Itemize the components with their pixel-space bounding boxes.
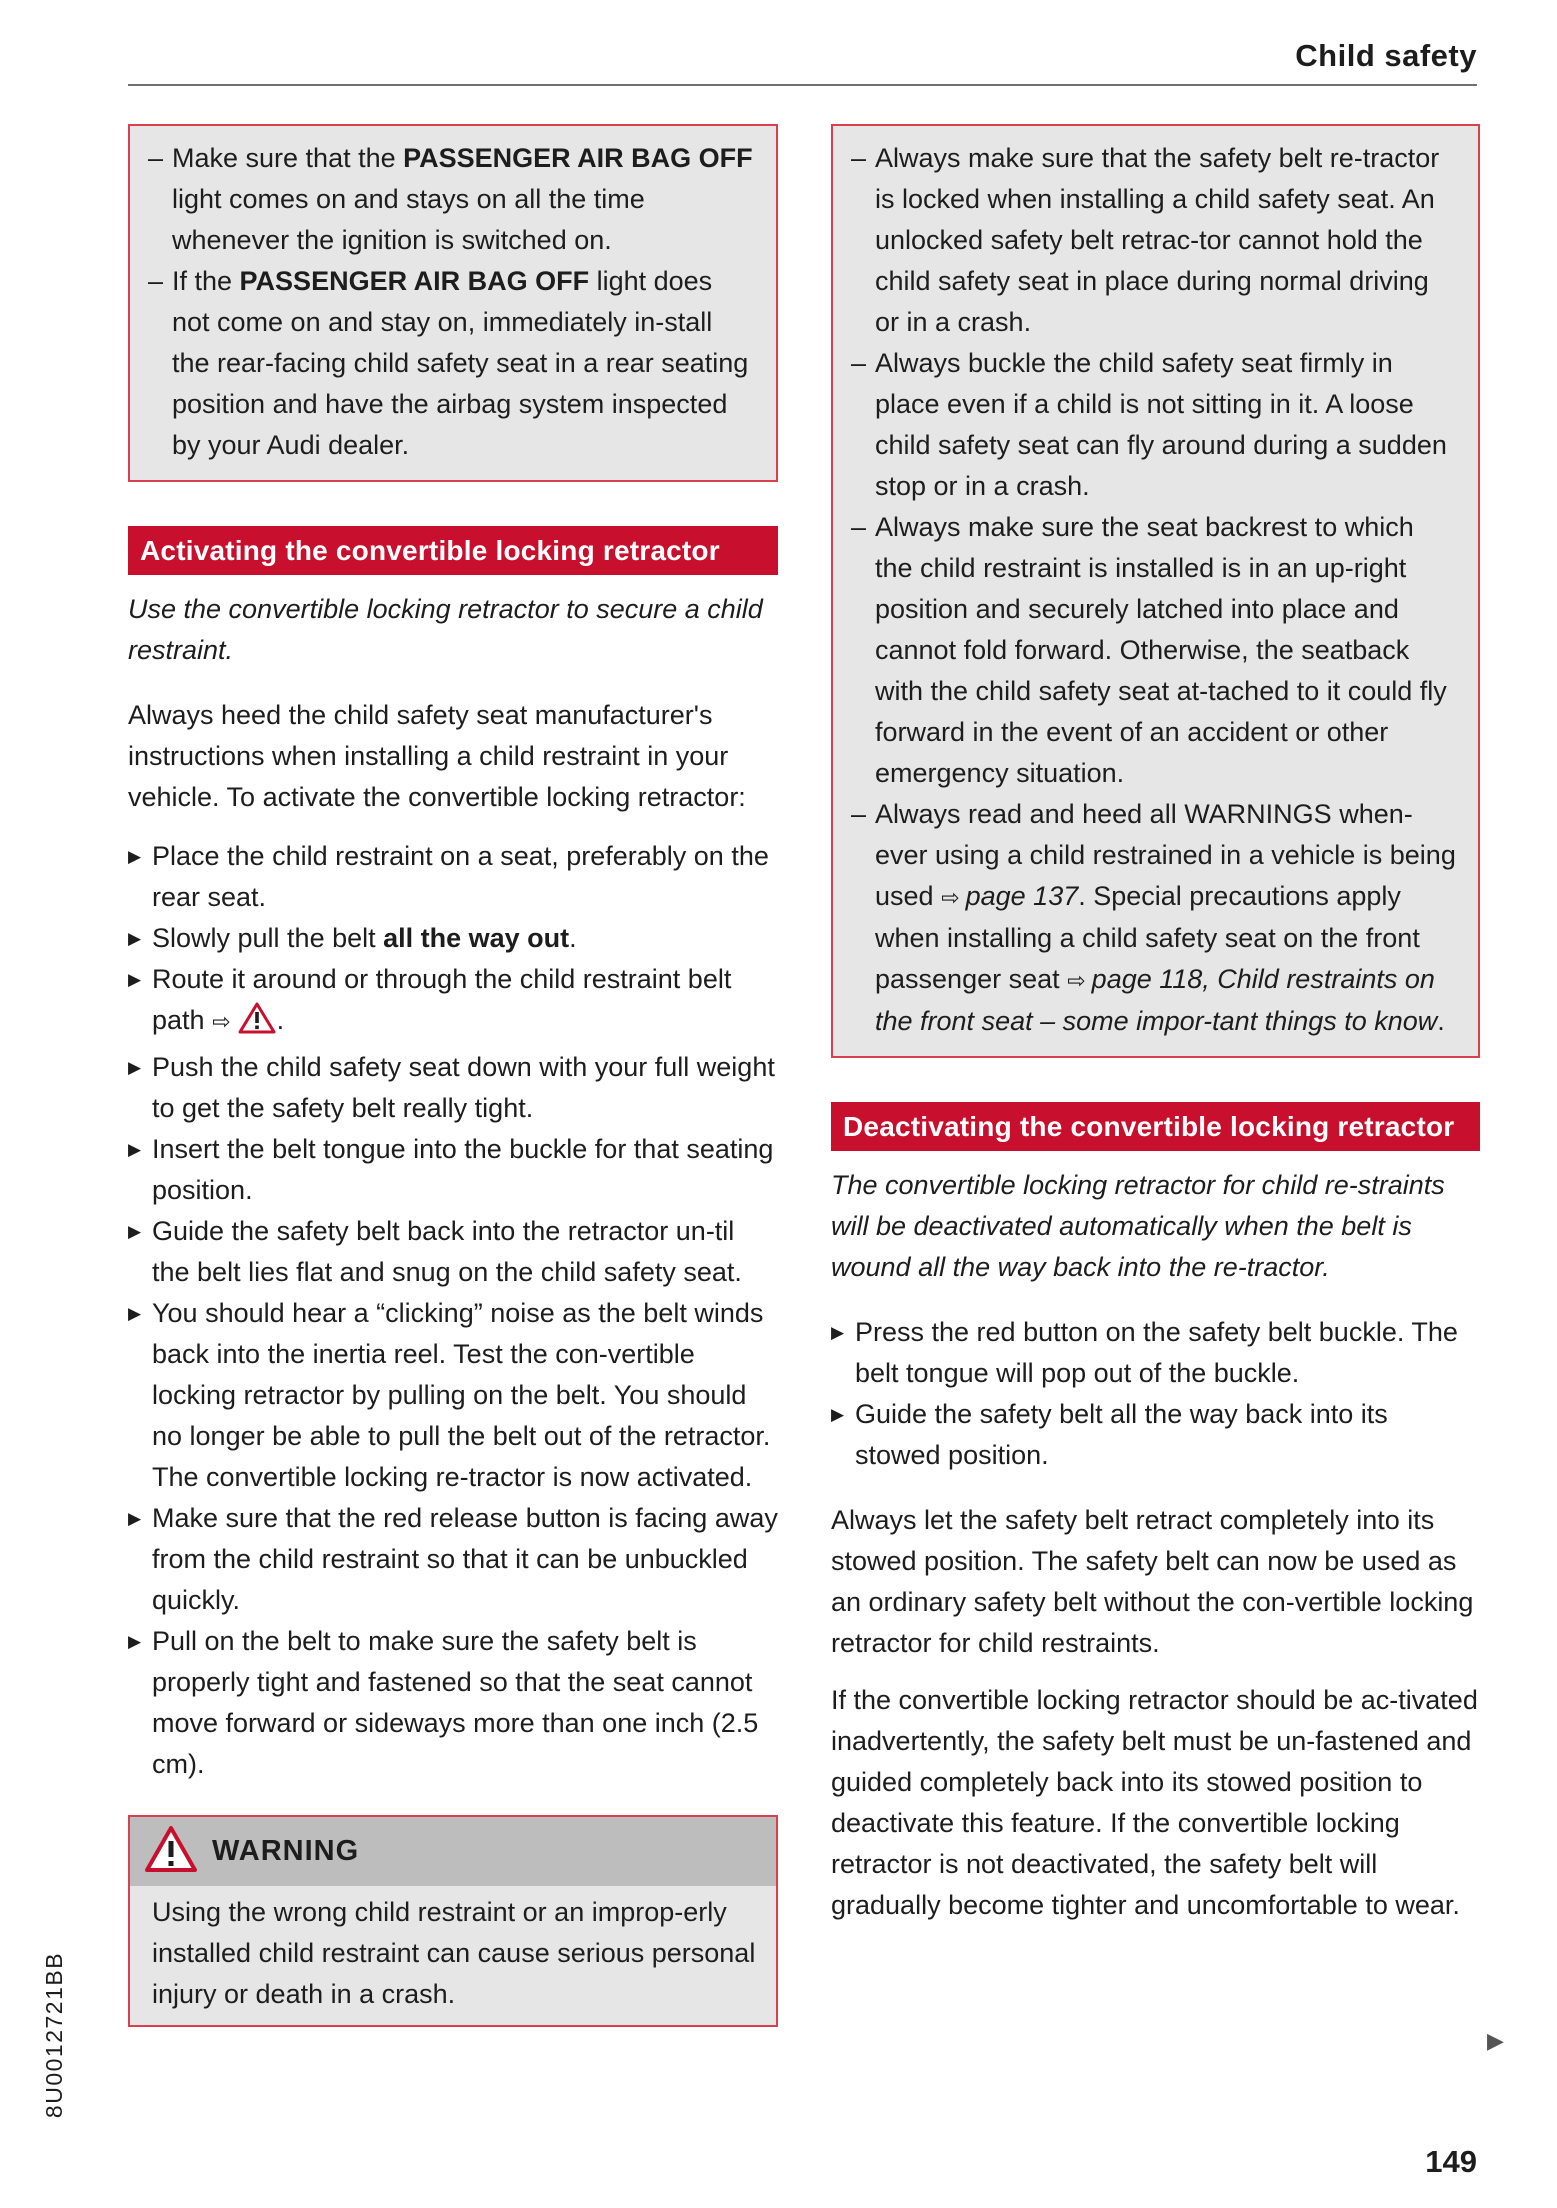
warning-body: Using the wrong child restraint or an improp-erly installed child restraint can cause serious personal injury or death in a crash. xyxy=(152,1897,756,2009)
continue-arrow-icon: ▶ xyxy=(1487,2028,1504,2053)
page-header-title: Child safety xyxy=(1295,38,1477,73)
list-item: ▶ Place the child restraint on a seat, preferably on the rear seat. xyxy=(128,836,778,918)
dash-marker: – xyxy=(851,799,867,829)
list-item: – If the PASSENGER AIR BAG OFF light does not come on and stay on, immediately in-stall the rear-facing child safety seat in a rear seating position and have the airbag system inspected by your Audi dealer. xyxy=(148,261,754,466)
step-arrow-icon: ▶ xyxy=(831,1405,845,1424)
section-intro-activating: Use the convertible locking retractor to secure a child restraint. xyxy=(128,594,763,665)
emphasis-text: PASSENGER AIR BAG OFF xyxy=(239,266,590,296)
list-item: – Always make sure the seat backrest to which the child restraint is installed is in an up-right position and securely latched into place and cannot fold forward. Otherwise, the seatback with the child safety seat at-tached to it could fly forward in the event of an accident or other emergency situation. xyxy=(851,507,1456,794)
left-column xyxy=(128,124,778,2027)
list-item: – Always buckle the child safety seat firmly in place even if a child is not sitting in it. A loose child safety seat can fly around during a sudden stop or in a crash. xyxy=(851,343,1456,507)
right-warning-continuation-box xyxy=(831,124,1480,1058)
step-arrow-icon: ▶ xyxy=(128,970,142,989)
warning-triangle-icon xyxy=(237,1001,277,1047)
step-arrow-icon: ▶ xyxy=(128,929,142,948)
step-arrow-icon: ▶ xyxy=(128,1058,142,1077)
section-heading-activating: Activating the convertible locking retractor xyxy=(128,526,778,575)
list-item: ▶ Make sure that the red release button is facing away from the child restraint so that it can be unbuckled quickly. xyxy=(128,1498,778,1621)
activating-steps-list xyxy=(128,836,778,1785)
body-paragraph-activating: Always heed the child safety seat manufacturer's instructions when installing a child restraint in your vehicle. To activate the convertible locking retractor: xyxy=(128,700,746,812)
list-item: ▶ Pull on the belt to make sure the safety belt is properly tight and fastened so that the seat cannot move forward or sideways more than one inch (2.5 cm). xyxy=(128,1621,778,1785)
dash-marker: – xyxy=(851,348,867,378)
dash-marker: – xyxy=(851,512,867,542)
dash-marker: – xyxy=(148,266,164,296)
list-item: ▶ Press the red button on the safety belt buckle. The belt tongue will pop out of the buckle. xyxy=(831,1312,1480,1394)
emphasis-text: PASSENGER AIR BAG OFF xyxy=(403,143,753,173)
reference-arrow-icon: ⇨ xyxy=(212,1009,237,1034)
section-intro-deactivating: The convertible locking retractor for child re-straints will be deactivated automatically when the belt is wound all the way back into the re-tractor. xyxy=(831,1170,1445,1282)
warning-box xyxy=(128,1815,778,2027)
list-item: ▶ Insert the belt tongue into the buckle for that seating position. xyxy=(128,1129,778,1211)
list-item: ▶ Guide the safety belt all the way back into its stowed position. xyxy=(831,1394,1480,1476)
step-arrow-icon: ▶ xyxy=(128,1140,142,1159)
step-arrow-icon: ▶ xyxy=(128,1509,142,1528)
page-reference-link[interactable]: page 118, Child restraints on the front seat – some impor-tant things to know xyxy=(875,964,1438,1036)
reference-arrow-icon: ⇨ xyxy=(1067,968,1092,993)
header-rule xyxy=(128,84,1477,86)
document-code: 8U0012721BB xyxy=(41,1951,67,2119)
body-paragraph-inadvertent: If the convertible locking retractor should be ac-tivated inadvertently, the safety belt must be un-fastened and guided completely back into its stowed position to deactivate this feature. If the convertible locking retractor is not deactivated, the safety belt will gradually become tighter and uncomfortable to wear. xyxy=(831,1685,1478,1920)
warning-triangle-icon xyxy=(144,1825,198,1878)
body-paragraph-retract: Always let the safety belt retract completely into its stowed position. The safety belt can now be used as an ordinary safety belt without the con-vertible locking retractor for child restraints. xyxy=(831,1505,1474,1658)
list-item: ▶ You should hear a “clicking” noise as the belt winds back into the inertia reel. Test the con-vertible locking retractor by pulling on the belt. You should no longer be able to pull the belt out of the retractor. The convertible locking re-tractor is now activated. xyxy=(128,1293,778,1498)
list-item: ▶ Push the child safety seat down with your full weight to get the safety belt really tight. xyxy=(128,1047,778,1129)
list-item: – Always read and heed all WARNINGS when-ever using a child restrained in a vehicle is being used ⇨ page 137. Special precautions apply when installing a child safety seat on the front passenger seat ⇨ page 118, Child restraints on the front seat – some impor-tant things to know. xyxy=(851,794,1456,1042)
emphasis-text: all the way out xyxy=(383,923,570,953)
list-item: – Always make sure that the safety belt re-tractor is locked when installing a child safety seat. An unlocked safety belt retrac-tor cannot hold the child safety seat in place during normal driving or in a crash. xyxy=(851,138,1456,343)
list-item: ▶ Guide the safety belt back into the retractor un-til the belt lies flat and snug on the child safety seat. xyxy=(128,1211,778,1293)
warning-header xyxy=(130,1817,776,1886)
list-item: ▶ Route it around or through the child restraint belt path ⇨ . xyxy=(128,959,778,1047)
list-item: ▶ Slowly pull the belt all the way out. xyxy=(128,918,778,959)
step-arrow-icon: ▶ xyxy=(128,1304,142,1323)
left-box-list xyxy=(148,138,754,466)
dash-marker: – xyxy=(851,143,867,173)
list-item: – Make sure that the PASSENGER AIR BAG OFF light comes on and stays on all the time whenever the ignition is switched on. xyxy=(148,138,754,261)
page-reference-link[interactable]: page 137 xyxy=(965,881,1079,911)
deactivating-steps-list xyxy=(831,1312,1480,1476)
step-arrow-icon: ▶ xyxy=(128,847,142,866)
warning-title: WARNING xyxy=(212,1835,360,1867)
dash-marker: – xyxy=(148,143,164,173)
section-heading-deactivating: Deactivating the convertible locking retractor xyxy=(831,1102,1480,1151)
right-box-list xyxy=(851,138,1456,1042)
step-arrow-icon: ▶ xyxy=(831,1323,845,1342)
page-number: 149 xyxy=(1425,2144,1477,2179)
step-arrow-icon: ▶ xyxy=(128,1632,142,1651)
step-arrow-icon: ▶ xyxy=(128,1222,142,1241)
left-warning-continuation-box xyxy=(128,124,778,482)
reference-arrow-icon: ⇨ xyxy=(941,885,966,910)
right-column xyxy=(831,124,1480,1926)
